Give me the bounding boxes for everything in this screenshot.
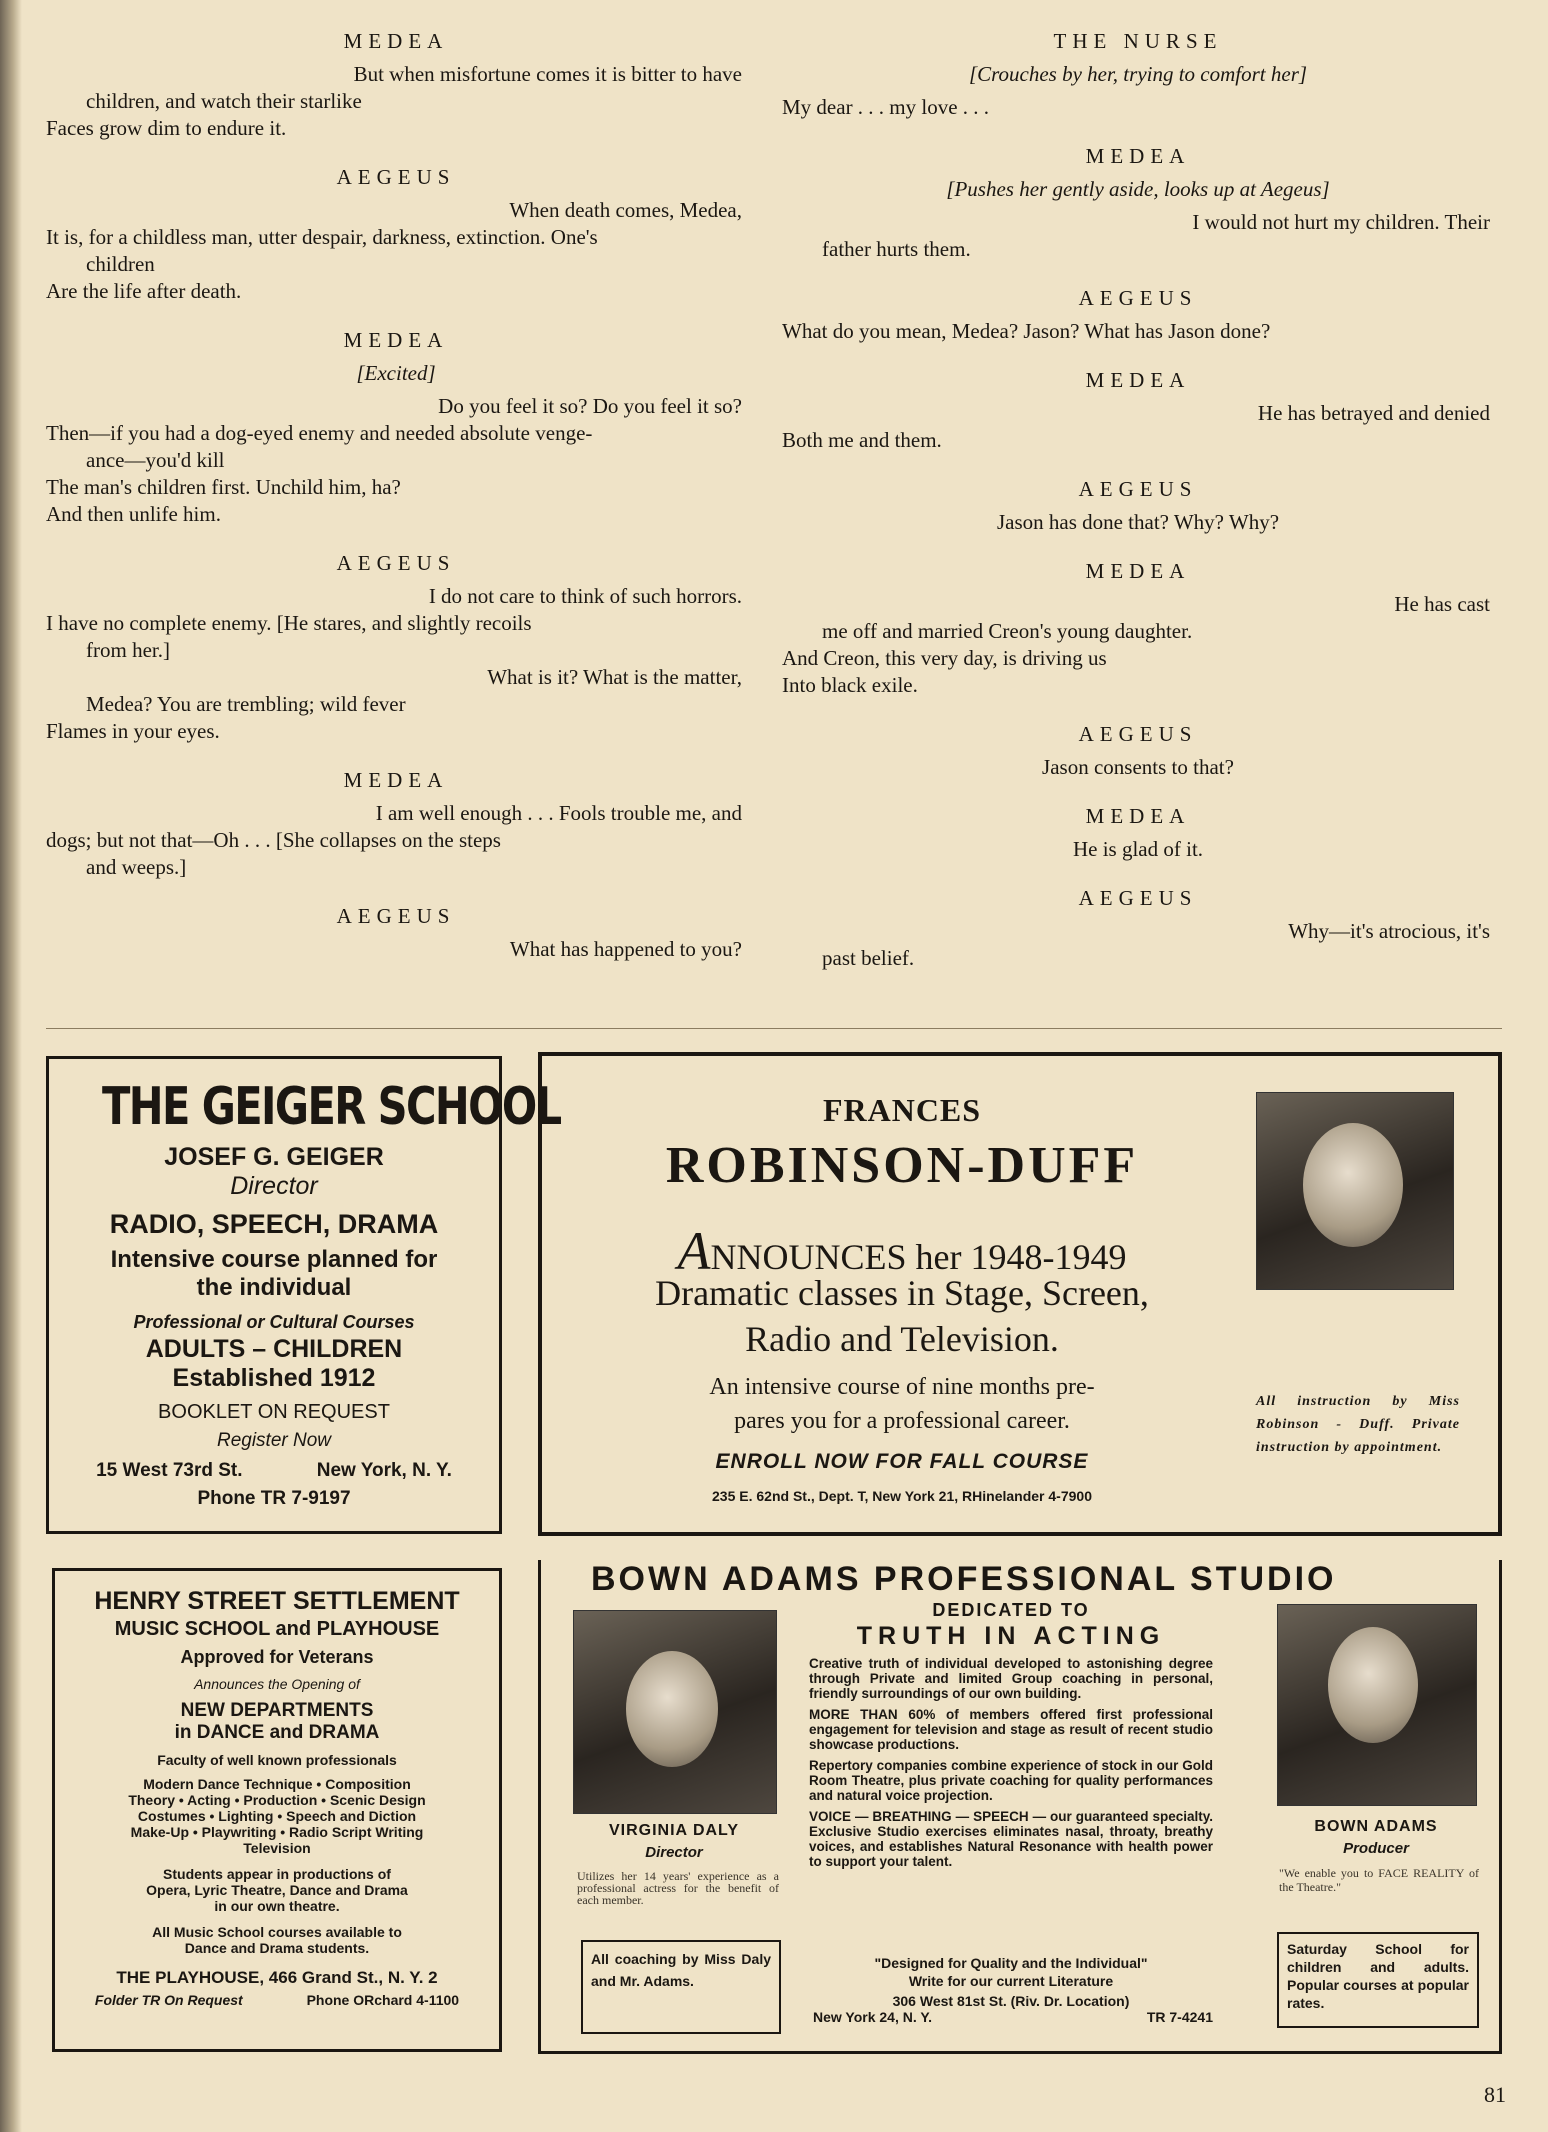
virginia-daly-caption: Utilizes her 14 years' experience as a professional actress for the benefit of each member. — [577, 1869, 779, 1907]
speaker-name: AEGEUS — [336, 904, 456, 928]
henry-subtitle: MUSIC SCHOOL and PLAYHOUSE — [114, 1618, 440, 1640]
dialogue-line: He is glad of it. — [1072, 837, 1204, 861]
dialogue-line: Medea? You are trembling; wild fever — [86, 692, 406, 716]
dialogue-line: Jason consents to that? — [1042, 755, 1234, 779]
dialogue-line: father hurts them. — [822, 237, 971, 261]
dialogue-line: I do not care to think of such horrors. — [428, 584, 742, 608]
stage-direction: [Crouches by her, trying to comfort her] — [968, 62, 1308, 86]
geiger-register: Register Now — [216, 1430, 332, 1451]
dialogue-line: My dear . . . my love . . . — [782, 95, 990, 119]
henry-subjects-line: Theory • Acting • Production • Scenic Design — [128, 1792, 426, 1808]
dialogue-line: Why—it's atrocious, it's — [1288, 919, 1490, 943]
dialogue-block — [782, 476, 1494, 536]
bown-dedicated: DEDICATED TO — [932, 1600, 1090, 1620]
dialogue-block — [782, 803, 1494, 863]
virginia-daly-box: All coaching by Miss Daly and Mr. Adams. — [581, 1940, 781, 2034]
robinson-classes-line2: Radio and Television. — [745, 1319, 1059, 1359]
henry-folder-line — [63, 1992, 491, 2008]
bown-phone: TR 7-4241 — [1146, 2009, 1213, 2025]
dialogue-line: Flames in your eyes. — [46, 719, 220, 743]
dialogue-block — [782, 143, 1494, 263]
speaker-name: MEDEA — [343, 328, 449, 352]
dialogue-block — [46, 903, 746, 963]
dialogue-line: ance—you'd kill — [86, 448, 225, 472]
dialogue-line: What do you mean, Medea? Jason? What has Jason done? — [782, 319, 1271, 343]
stage-direction: [Excited] — [356, 361, 436, 385]
robinson-enroll: ENROLL NOW FOR FALL COURSE — [715, 1450, 1089, 1473]
virginia-daly-photo — [573, 1610, 777, 1814]
bown-address: 306 West 81st St. (Riv. Dr. Location) — [892, 1993, 1130, 2009]
robinson-course-line2: pares you for a professional career. — [734, 1408, 1070, 1434]
robinson-announces-initial: A — [677, 1221, 711, 1281]
henry-subjects-line: Modern Dance Technique • Composition — [143, 1776, 411, 1792]
bown-truth: TRUTH IN ACTING — [856, 1622, 1166, 1650]
dialogue-line: from her.] — [86, 638, 170, 662]
bown-adams-caption: "We enable you to FACE REALITY of the Theatre." — [1279, 1866, 1479, 1894]
geiger-course-line2: the individual — [196, 1274, 352, 1301]
dialogue-line: Then—if you had a dog-eyed enemy and needed absolute venge- — [46, 421, 593, 445]
bown-adams-ad — [538, 1560, 1502, 2054]
geiger-audience: ADULTS – CHILDREN — [145, 1335, 403, 1363]
dialogue-block — [782, 285, 1494, 345]
henry-music-line: All Music School courses available to — [152, 1924, 402, 1940]
bown-para: Repertory companies combine experience of stock in our Gold Room Theatre, plus private coaching for quality performances and natural voice projection. — [809, 1758, 1213, 1803]
speaker-name: AEGEUS — [1078, 886, 1198, 910]
portrait-face-icon — [626, 1651, 718, 1767]
speaker-name: AEGEUS — [1078, 286, 1198, 310]
geiger-address-line — [59, 1460, 489, 1482]
henry-subjects — [63, 1776, 491, 1856]
henry-students-line: in our own theatre. — [214, 1898, 340, 1914]
bown-para: VOICE — BREATHING — SPEECH — our guaranteed specialty. Exclusive Studio exercises eliminates nasal, throaty, breathy voices, and establishes Natural Resonance with health power to support your talent. — [809, 1809, 1213, 1869]
dialogue-block — [782, 28, 1494, 121]
henry-announces: Announces the Opening of — [194, 1676, 360, 1692]
speaker-name: MEDEA — [343, 29, 449, 53]
dialogue-line: When death comes, Medea, — [509, 198, 742, 222]
bown-city: New York 24, N. Y. — [813, 2009, 933, 2025]
robinson-classes-line1: Dramatic classes in Stage, Screen, — [655, 1273, 1149, 1313]
speaker-name: MEDEA — [1085, 368, 1191, 392]
page-number: 81 — [1484, 2082, 1506, 2107]
dialogue-line: children — [86, 252, 155, 276]
robinson-address: 235 E. 62nd St., Dept. T, New York 21, RHinelander 4-7900 — [712, 1488, 1092, 1504]
dialogue-block — [46, 327, 746, 528]
dialogue-line: Are the life after death. — [46, 279, 242, 303]
speaker-name: MEDEA — [343, 768, 449, 792]
dialogue-line: But when misfortune comes it is bitter to have — [353, 62, 742, 86]
bown-para: MORE THAN 60% of members offered first professional engagement for television and stage as result of recent studio showcase productions. — [809, 1707, 1213, 1752]
dialogue-block — [782, 367, 1494, 454]
geiger-school-ad — [46, 1056, 561, 1534]
henry-students-line: Students appear in productions of — [163, 1866, 391, 1882]
henry-subjects-line: Costumes • Lighting • Speech and Diction — [137, 1808, 417, 1824]
geiger-address: 15 West 73rd St. — [96, 1460, 243, 1481]
robinson-duff-ad — [538, 1052, 1502, 1536]
dialogue-line: dogs; but not that—Oh . . . [She collapses on the steps — [46, 828, 501, 852]
speaker-name: AEGEUS — [1078, 722, 1198, 746]
dialogue-line: children, and watch their starlike — [86, 89, 362, 113]
dialogue-line: past belief. — [822, 946, 915, 970]
speaker-name: AEGEUS — [336, 551, 456, 575]
dialogue-block — [782, 721, 1494, 781]
dialogue-line: Faces grow dim to endure it. — [46, 116, 287, 140]
speaker-name: AEGEUS — [336, 165, 456, 189]
binding-shadow — [0, 0, 22, 2132]
bown-quote: "Designed for Quality and the Individual" — [874, 1955, 1148, 1971]
dialogue-block — [46, 28, 746, 142]
dialogue-block — [46, 550, 746, 745]
dialogue-block — [46, 164, 746, 305]
virginia-daly-role: Director — [645, 1844, 703, 1861]
section-divider — [46, 1028, 1502, 1029]
robinson-caption: All instruction by Miss Robinson - Duff. Private instruction by appointment. — [1256, 1394, 1460, 1455]
geiger-courses: Professional or Cultural Courses — [133, 1312, 415, 1332]
speaker-name: MEDEA — [1085, 559, 1191, 583]
speaker-name: AEGEUS — [1078, 477, 1198, 501]
geiger-subjects: RADIO, SPEECH, DRAMA — [109, 1209, 439, 1239]
dialogue-line: And Creon, this very day, is driving us — [782, 646, 1107, 670]
henry-students — [63, 1866, 491, 1914]
dialogue-line: It is, for a childless man, utter despair, darkness, extinction. One's — [46, 225, 598, 249]
dialogue-line: And then unlife him. — [46, 502, 221, 526]
bown-para: Creative truth of individual developed to astonishing degree through Private and limited Group coaching in personal, friendly surroundings of our own building. — [809, 1656, 1213, 1701]
henry-approved: Approved for Veterans — [180, 1647, 374, 1667]
dialogue-line: What is it? What is the matter, — [487, 665, 742, 689]
stage-direction: [Pushes her gently aside, looks up at Aegeus] — [946, 177, 1330, 201]
henry-music — [63, 1924, 491, 1956]
bown-write: Write for our current Literature — [908, 1973, 1114, 1989]
bown-adams-box: Saturday School for children and adults. Popular courses at popular rates. — [1277, 1932, 1479, 2028]
geiger-director-title: Director — [230, 1172, 318, 1200]
dialogue-line: Into black exile. — [782, 673, 918, 697]
script-right-column — [782, 28, 1494, 994]
robinson-announces-rest: NNOUNCES her 1948-1949 — [710, 1237, 1127, 1277]
henry-students-line: Opera, Lyric Theatre, Dance and Drama — [146, 1882, 408, 1898]
dialogue-block — [782, 558, 1494, 699]
virginia-daly-name: VIRGINIA DALY — [608, 1822, 740, 1839]
speaker-name: THE NURSE — [1053, 29, 1223, 53]
bown-adams-name: BOWN ADAMS — [1314, 1818, 1438, 1835]
bown-adams-photo — [1277, 1604, 1477, 1806]
henry-street-ad — [52, 1568, 502, 2052]
speaker-name: MEDEA — [1085, 144, 1191, 168]
speaker-name: MEDEA — [1085, 804, 1191, 828]
dialogue-line: Both me and them. — [782, 428, 942, 452]
geiger-established: Established 1912 — [172, 1364, 376, 1392]
bown-adams-role: Producer — [1343, 1840, 1409, 1857]
dialogue-line: I am well enough . . . Fools trouble me, and — [375, 801, 742, 825]
robinson-course-line1: An intensive course of nine months pre- — [709, 1374, 1095, 1400]
robinson-duff-portrait — [1256, 1092, 1454, 1290]
dialogue-line: He has cast — [1394, 592, 1490, 616]
bown-title: BOWN ADAMS PROFESSIONAL STUDIO — [591, 1560, 1337, 1598]
dialogue-line: He has betrayed and denied — [1257, 401, 1490, 425]
henry-subjects-line: Television — [243, 1840, 311, 1856]
geiger-course-line1: Intensive course planned for — [110, 1246, 438, 1273]
henry-folder: Folder TR On Request — [94, 1992, 243, 2008]
robinson-last-name: ROBINSON-DUFF — [665, 1137, 1139, 1194]
portrait-face-icon — [1328, 1627, 1418, 1743]
henry-faculty: Faculty of well known professionals — [157, 1752, 397, 1768]
henry-music-line: Dance and Drama students. — [184, 1940, 370, 1956]
henry-title: HENRY STREET SETTLEMENT — [94, 1587, 460, 1615]
portrait-face-icon — [1303, 1123, 1403, 1247]
geiger-phone: Phone TR 7-9197 — [197, 1488, 351, 1509]
bown-body — [809, 1656, 1213, 1869]
geiger-director-name: JOSEF G. GEIGER — [164, 1143, 384, 1171]
dialogue-line: I would not hurt my children. Their — [1192, 210, 1490, 234]
dialogue-line: The man's children first. Unchild him, ha? — [46, 475, 401, 499]
henry-phone: Phone ORchard 4-1100 — [306, 1992, 460, 2008]
dialogue-line: I have no complete enemy. [He stares, and slightly recoils — [46, 611, 532, 635]
robinson-first-name: FRANCES — [822, 1092, 982, 1128]
script-left-column — [46, 28, 746, 985]
dialogue-block — [46, 767, 746, 881]
henry-playhouse: THE PLAYHOUSE, 466 Grand St., N. Y. 2 — [116, 1968, 438, 1987]
dialogue-block — [782, 885, 1494, 972]
dialogue-line: Do you feel it so? Do you feel it so? — [438, 394, 742, 418]
geiger-name: THE GEIGER SCHOOL — [102, 1077, 561, 1137]
henry-new-depts: NEW DEPARTMENTS — [180, 1700, 374, 1721]
dialogue-line: What has happened to you? — [509, 937, 742, 961]
geiger-booklet: BOOKLET ON REQUEST — [158, 1401, 390, 1423]
dialogue-line: and weeps.] — [86, 855, 187, 879]
bown-city-line — [813, 2009, 1213, 2025]
henry-dance-drama: in DANCE and DRAMA — [174, 1722, 380, 1743]
henry-subjects-line: Make-Up • Playwriting • Radio Script Writing — [130, 1824, 424, 1840]
dialogue-line: me off and married Creon's young daughter. — [822, 619, 1193, 643]
geiger-city: New York, N. Y. — [316, 1460, 452, 1481]
dialogue-line: Jason has done that? Why? Why? — [996, 510, 1280, 534]
